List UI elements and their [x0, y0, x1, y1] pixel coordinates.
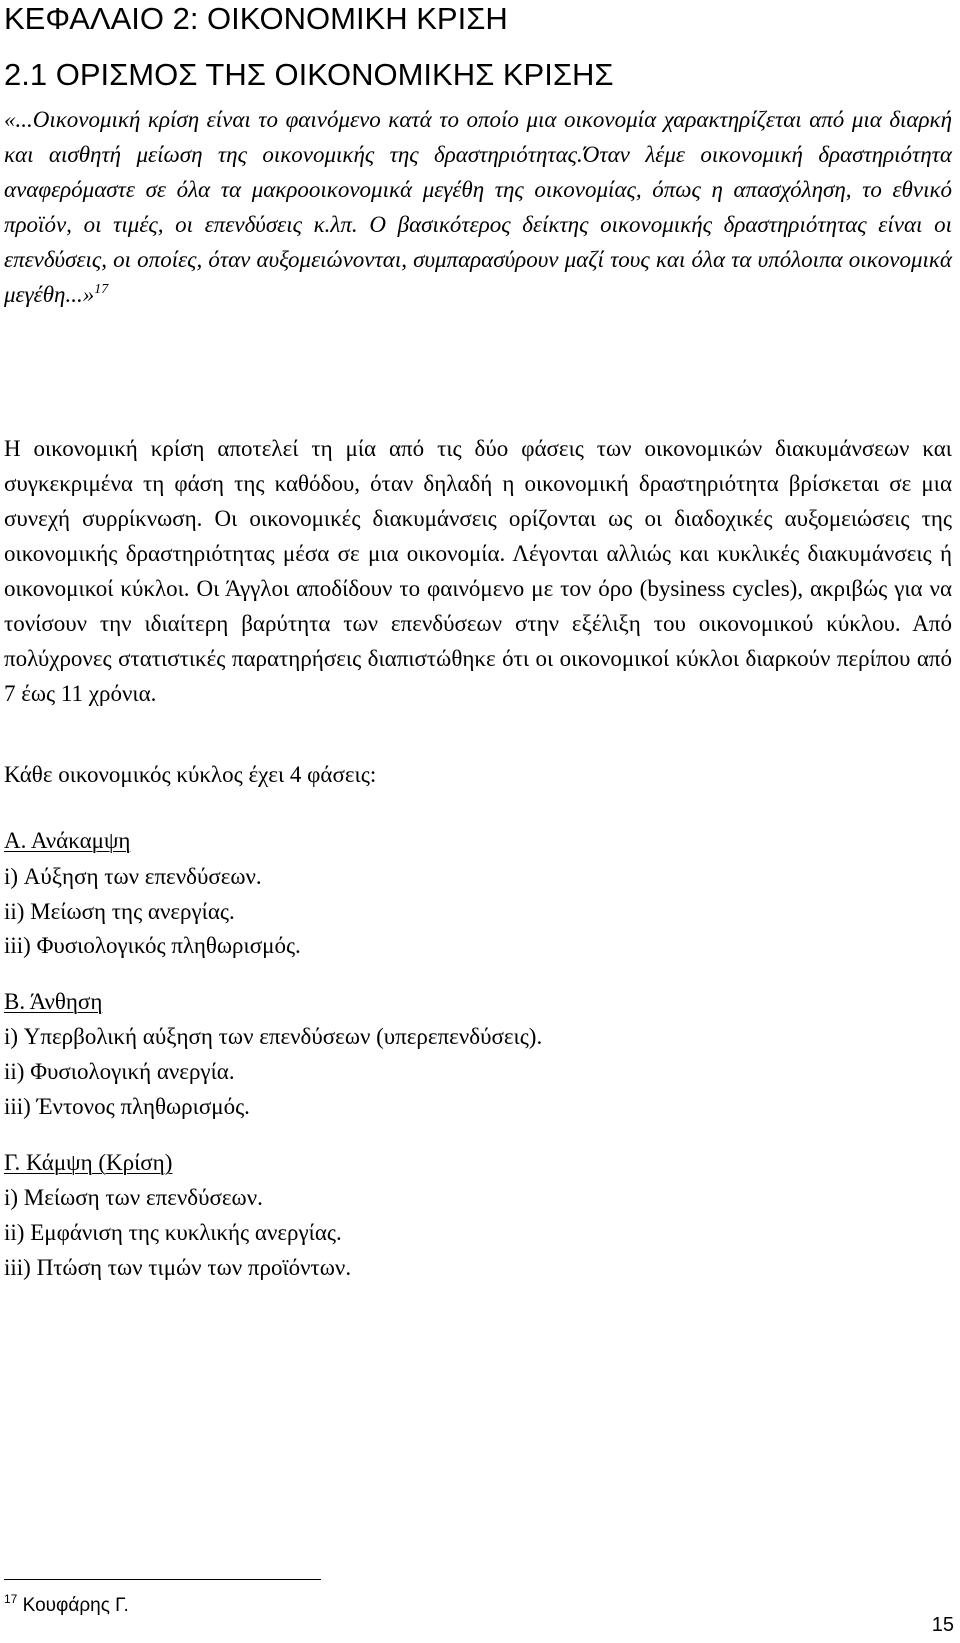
chapter-title: ΚΕΦΑΛΑΙΟ 2: ΟΙΚΟΝΟΜΙΚΗ ΚΡΙΣΗ: [4, 1, 508, 36]
footnote-number: 17: [4, 1592, 18, 1606]
phase-c-item-2: ii) Εμφάνιση της κυκλικής ανεργίας.: [4, 1220, 342, 1245]
phase-a-item-2: ii) Μείωση της ανεργίας.: [4, 899, 235, 924]
section-title: 2.1 ΟΡΙΣΜΟΣ ΤΗΣ ΟΙΚΟΝΟΜΙΚΗΣ ΚΡΙΣΗΣ: [4, 57, 614, 92]
phase-b-item-1: i) Υπερβολική αύξηση των επενδύσεων (υπερεπενδύσεις).: [4, 1024, 543, 1049]
quote-paragraph: [4, 102, 952, 312]
phase-a-item-1: i) Αύξηση των επενδύσεων.: [4, 864, 262, 889]
phase-c-title: Γ. Κάμψη (Κρίση): [4, 1150, 173, 1175]
body-paragraph: Η οικονομική κρίση αποτελεί τη μία από τις δύο φάσεις των οικονομικών διακυμάνσεων και συγκεκριμένα τη φάση της καθόδου, όταν δηλαδή η οικονομική δραστηριότητα βρίσκεται σε μια συνεχή συρρίκνωση. Οι οικονομικές διακυμάνσεις ορίζονται ως οι διαδοχικές αυξομειώσεις της οικονομικής δραστηριότητας μέσα σε μια οικονομία. Λέγονται αλλιώς και κυκλικές διακυμάνσεις ή οικονομικοί κύκλοι. Οι Άγγλοι αποδίδουν το φαινόμενο με τον όρο (bysiness cycles), ακριβώς για να τονίσουν την ιδιαίτερη βαρύτητα των επενδύσεων στην εξέλιξη του οικονομικού κύκλου. Από πολύχρονες στατιστικές παρατηρήσεις διαπιστώθηκε ότι οι οικονομικοί κύκλοι διαρκούν περίπου από 7 έως 11 χρόνια.: [4, 436, 952, 706]
phase-b-item-3: iii) Έντονος πληθωρισμός.: [4, 1094, 250, 1119]
footnote-text: Κουφάρης Γ.: [17, 1595, 129, 1616]
phase-a-item-3: iii) Φυσιολογικός πληθωρισμός.: [4, 933, 301, 958]
footnote: [4, 1592, 129, 1620]
page-number: 15: [931, 1614, 954, 1636]
footnote-separator: [4, 1579, 321, 1580]
phase-b-title: Β. Άνθηση: [4, 989, 103, 1014]
quote-text: «...Οικονομική κρίση είναι το φαινόμενο κατά το οποίο μια οικονομία χαρακτηρίζεται από μια διαρκή και αισθητή μείωση της οικονομικής της δραστηριότητας.Όταν λέμε οικονομική δραστηριότητα αναφερόμαστε σε όλα τα μακροοικονομικά μεγέθη της οικονομίας, όπως η απασχόληση, το εθνικό προϊόν, οι τιμές, οι επενδύσεις κ.λπ. Ο βασικότερος δείκτης οικονομικής δραστηριότητας είναι οι επενδύσεις, οι οποίες, όταν αυξομειώνονται, συμπαρασύρουν μαζί τους και όλα τα υπόλοιπα οικονομικά μεγέθη...»: [4, 107, 952, 307]
phase-c-item-1: i) Μείωση των επενδύσεων.: [4, 1185, 263, 1210]
phase-a-title: Α. Ανάκαμψη: [4, 828, 131, 853]
phases-intro: Κάθε οικονομικός κύκλος έχει 4 φάσεις:: [4, 762, 377, 787]
footnote-reference: 17: [94, 282, 109, 297]
phase-c-item-3: iii) Πτώση των τιμών των προϊόντων.: [4, 1255, 352, 1280]
phase-b-item-2: ii) Φυσιολογική ανεργία.: [4, 1059, 235, 1084]
